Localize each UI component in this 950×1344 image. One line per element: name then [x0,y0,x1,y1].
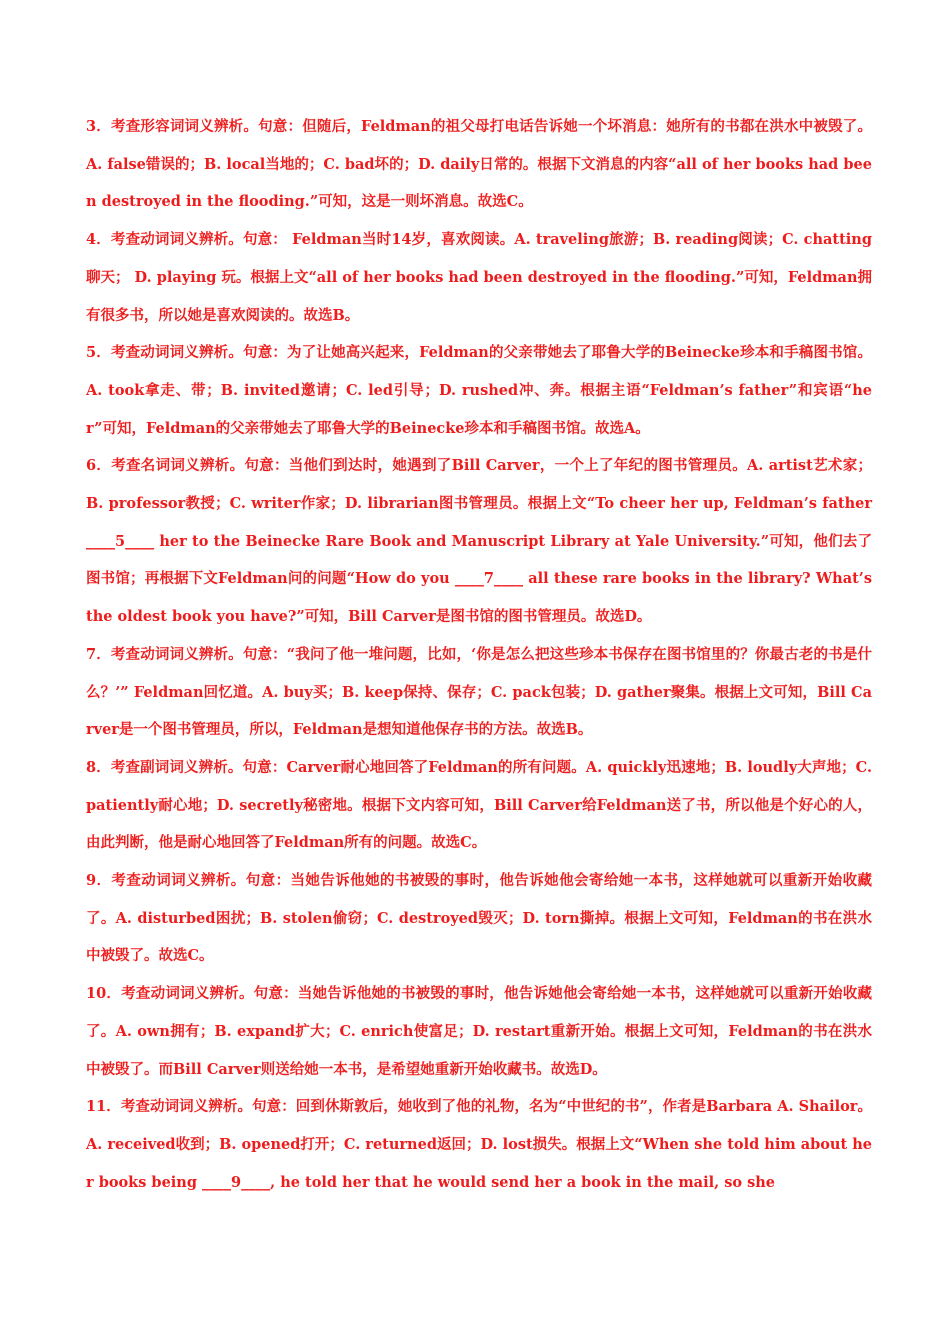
explanation-item-9: 9．考查动词词义辨析。句意：当她告诉他她的书被毁的事时，他告诉她他会寄给她一本书，这样她就可以重新开始收藏了。A. disturbed困扰；B. stolen偷窃；C. destroyed毁灭；D. torn撕掉。根据上文可知，Feldman的书在洪水中被毁了。故选C。 [86,872,872,965]
answer-explanations [86,108,872,1201]
explanation-item-11: 11．考查动词词义辨析。句意：回到休斯敦后，她收到了他的礼物，名为“中世纪的书”，作者是Barbara A. Shailor。A. received收到；B. opened打开；C. returned返回；D. lost损失。根据上文“When she told him about her books being ____9____, he told her that he would send her a book in the mail, so she [86,1098,872,1191]
explanation-item-5: 5．考查动词词义辨析。句意：为了让她高兴起来，Feldman的父亲带她去了耶鲁大学的Beinecke珍本和手稿图书馆。A. took拿走、带；B. invited邀请；C. led引导；D. rushed冲、奔。根据主语“Feldman’s father”和宾语“her”可知，Feldman的父亲带她去了耶鲁大学的Beinecke珍本和手稿图书馆。故选A。 [86,344,872,437]
explanation-item-3: 3．考查形容词词义辨析。句意：但随后，Feldman的祖父母打电话告诉她一个坏消息：她所有的书都在洪水中被毁了。A. false错误的；B. local当地的；C. bad坏的；D. daily日常的。根据下文消息的内容“all of her books had been destroyed in the flooding.”可知，这是一则坏消息。故选C。 [86,118,872,211]
explanation-item-6: 6．考查名词词义辨析。句意：当他们到达时，她遇到了Bill Carver，一个上了年纪的图书管理员。A. artist艺术家；B. professor教授；C. writer作家；D. librarian图书管理员。根据上文“To cheer her up, Feldman’s father ____5____ her to the Beinecke Rare Book and Manuscript Library at Yale University.”可知，他们去了图书馆；再根据下文Feldman问的问题“How do you ____7____ all these rare books in the library? What’s the oldest book you have?”可知，Bill Carver是图书馆的图书管理员。故选D。 [86,457,872,626]
explanation-item-4: 4．考查动词词义辨析。句意： Feldman当时14岁，喜欢阅读。A. traveling旅游；B. reading阅读；C. chatting 聊天； D. playing 玩。根据上文“all of her books had been destroyed in the flooding.”可知，Feldman拥有很多书，所以她是喜欢阅读的。故选B。 [86,231,872,324]
explanation-item-10: 10．考查动词词义辨析。句意：当她告诉他她的书被毁的事时，他告诉她他会寄给她一本书，这样她就可以重新开始收藏了。A. own拥有；B. expand扩大；C. enrich使富足；D. restart重新开始。根据上文可知，Feldman的书在洪水中被毁了。而Bill Carver则送给她一本书，是希望她重新开始收藏书。故选D。 [86,985,872,1078]
explanation-item-7: 7．考查动词词义辨析。句意：“我问了他一堆问题，比如，‘你是怎么把这些珍本书保存在图书馆里的？你最古老的书是什么？’” Feldman回忆道。A. buy买；B. keep保持、保存；C. pack包装；D. gather聚集。根据上文可知，Bill Carver是一个图书管理员，所以，Feldman是想知道他保存书的方法。故选B。 [86,645,872,739]
explanation-item-8: 8．考查副词词义辨析。句意：Carver耐心地回答了Feldman的所有问题。A. quickly迅速地；B. loudly大声地；C. patiently耐心地；D. secretly秘密地。根据下文内容可知，Bill Carver给Feldman送了书，所以他是个好心的人，由此判断，他是耐心地回答了Feldman所有的问题。故选C。 [86,758,872,852]
